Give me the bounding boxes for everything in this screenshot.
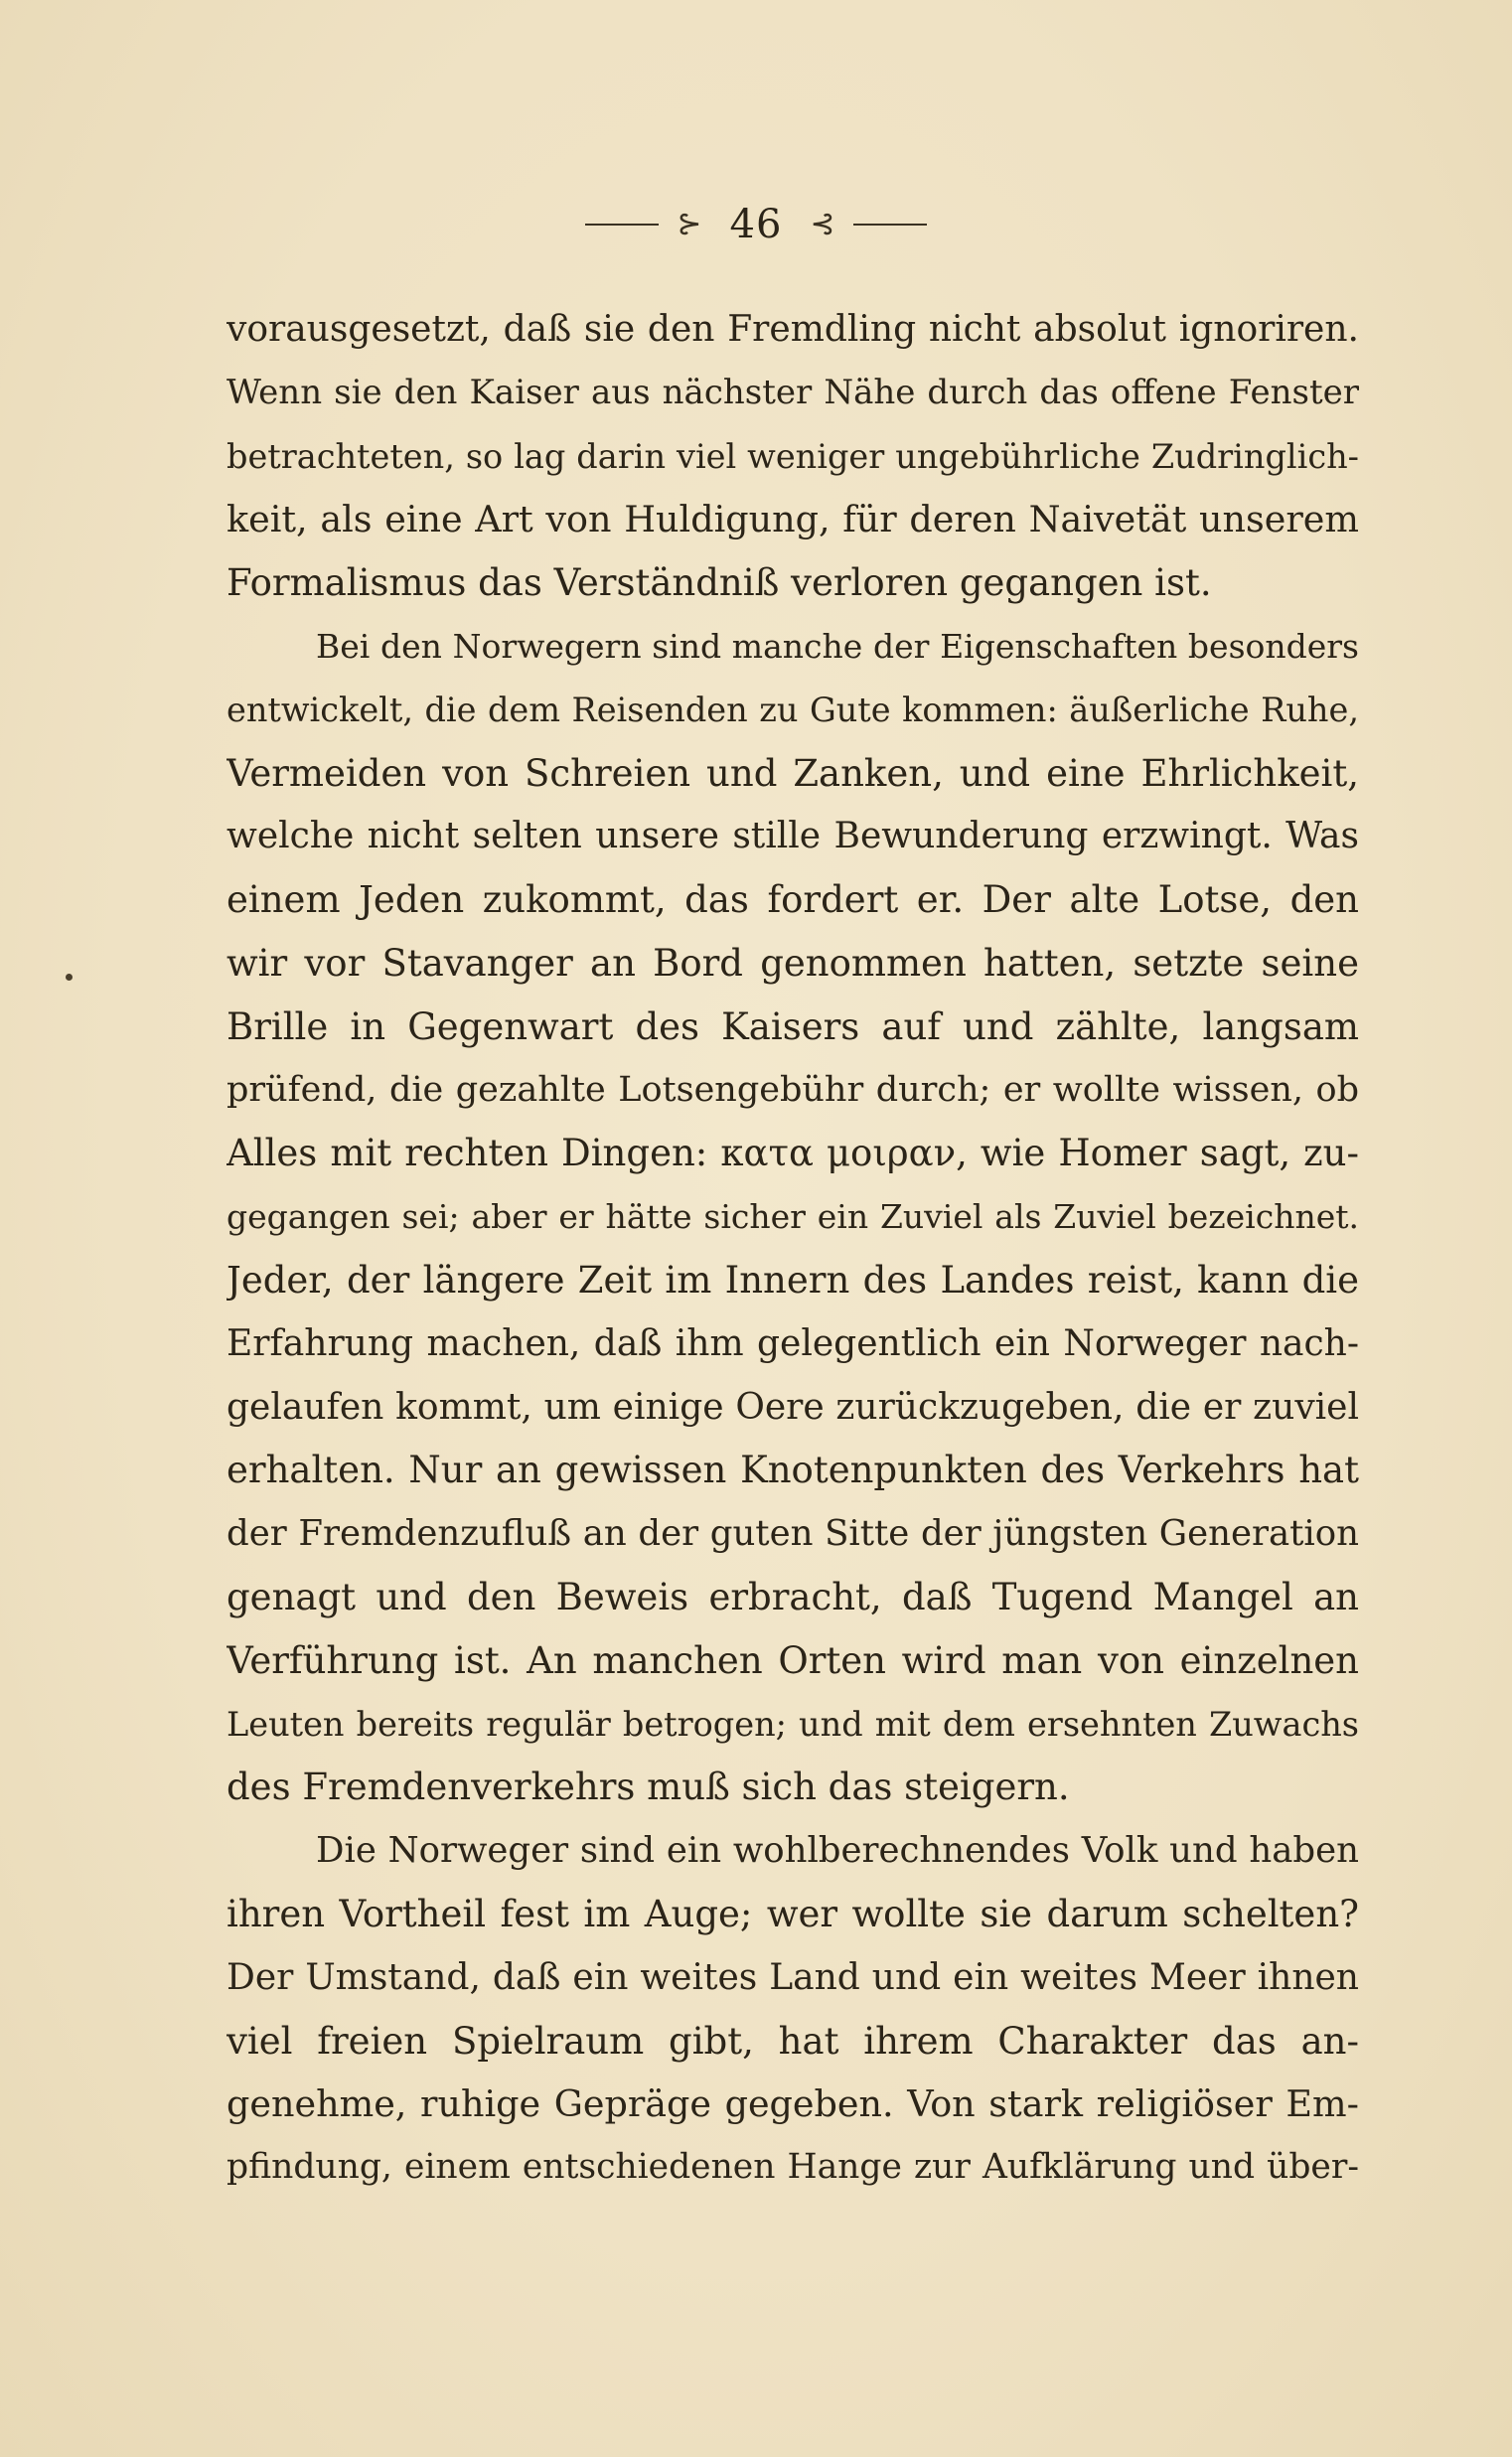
text-line: einem Jeden zukommt, das fordert er. Der alte Lotse, den [227, 878, 1359, 922]
text-line: Verführung ist. An manchen Orten wird man von einzelnen [227, 1638, 1359, 1682]
text-line: ihren Vortheil fest im Auge; wer wollte sie darum schelten? [227, 1892, 1359, 1935]
text-line: des Fremdenverkehrs muß sich das steigern. [227, 1766, 1070, 1809]
text-line: Formalismus das Verständniß verloren gegangen ist. [227, 561, 1212, 605]
body-text [227, 298, 1359, 2200]
ornament-right-icon: ⊰ [810, 207, 835, 241]
text-line: genagt und den Beweis erbracht, daß Tugend Mangel an [227, 1575, 1359, 1618]
text-line: betrachteten, so lag darin viel weniger ungebührliche Zudringlich- [227, 436, 1359, 476]
text-line: Leuten bereits regulär betrogen; und mit dem ersehnten Zuwachs [227, 1704, 1359, 1744]
text-line: prüfend, die gezahlte Lotsengebühr durch; er wollte wissen, ob [227, 1069, 1359, 1110]
page-header [0, 195, 1512, 254]
text-line: erhalten. Nur an gewissen Knotenpunkten des Verkehrs hat [227, 1449, 1359, 1492]
text-line: Brille in Gegenwart des Kaisers auf und zählte, langsam [227, 1004, 1359, 1048]
text-line: Alles mit rechten Dingen: κατα μοιραν, wie Homer sagt, zu- [227, 1132, 1359, 1175]
text-line: welche nicht selten unsere stille Bewunderung erzwingt. Was [227, 816, 1359, 857]
text-line: Jeder, der längere Zeit im Innern des Landes reist, kann die [227, 1258, 1359, 1302]
text-line: wir vor Stavanger an Bord genommen hatten, setzte seine [227, 941, 1359, 985]
text-line: pfindung, einem entschiedenen Hange zur Aufklärung und über- [227, 2147, 1359, 2188]
text-line: entwickelt, die dem Reisenden zu Gute kommen: äußerliche Ruhe, [227, 690, 1359, 729]
text-line: Die Norweger sind ein wohlberechnendes Volk und haben [316, 1830, 1359, 1872]
text-line: Wenn sie den Kaiser aus nächster Nähe durch das offene Fenster [227, 372, 1359, 412]
page-number: 46 [729, 202, 783, 247]
text-line: der Fremdenzufluß an der guten Sitte der jüngsten Generation [227, 1513, 1359, 1555]
text-line: Erfahrung machen, daß ihm gelegentlich ein Norweger nach- [227, 1322, 1359, 1364]
text-line: genehme, ruhige Gepräge gegeben. Von stark religiöser Em- [227, 2082, 1359, 2126]
text-line: gelaufen kommt, um einige Oere zurückzugeben, die er zuviel [227, 1386, 1359, 1428]
text-line: vorausgesetzt, daß sie den Fremdling nicht absolut ignoriren. [227, 309, 1359, 350]
text-line: viel freien Spielraum gibt, hat ihrem Charakter das an- [227, 2019, 1359, 2063]
text-line: Vermeiden von Schreien und Zanken, und eine Ehrlichkeit, [227, 751, 1359, 795]
header-rule-right [853, 224, 927, 226]
text-line: Der Umstand, daß ein weites Land und ein weites Meer ihnen [227, 1956, 1359, 1998]
ornament-left-icon: ⊱ [677, 207, 702, 241]
margin-mark [66, 974, 73, 981]
header-rule-left [585, 224, 659, 226]
text-line: keit, als eine Art von Huldigung, für deren Naivetät unserem [227, 498, 1359, 541]
text-line: gegangen sei; aber er hätte sicher ein Zuviel als Zuviel bezeichnet. [227, 1197, 1359, 1237]
text-line: Bei den Norwegern sind manche der Eigenschaften besonders [316, 626, 1359, 666]
